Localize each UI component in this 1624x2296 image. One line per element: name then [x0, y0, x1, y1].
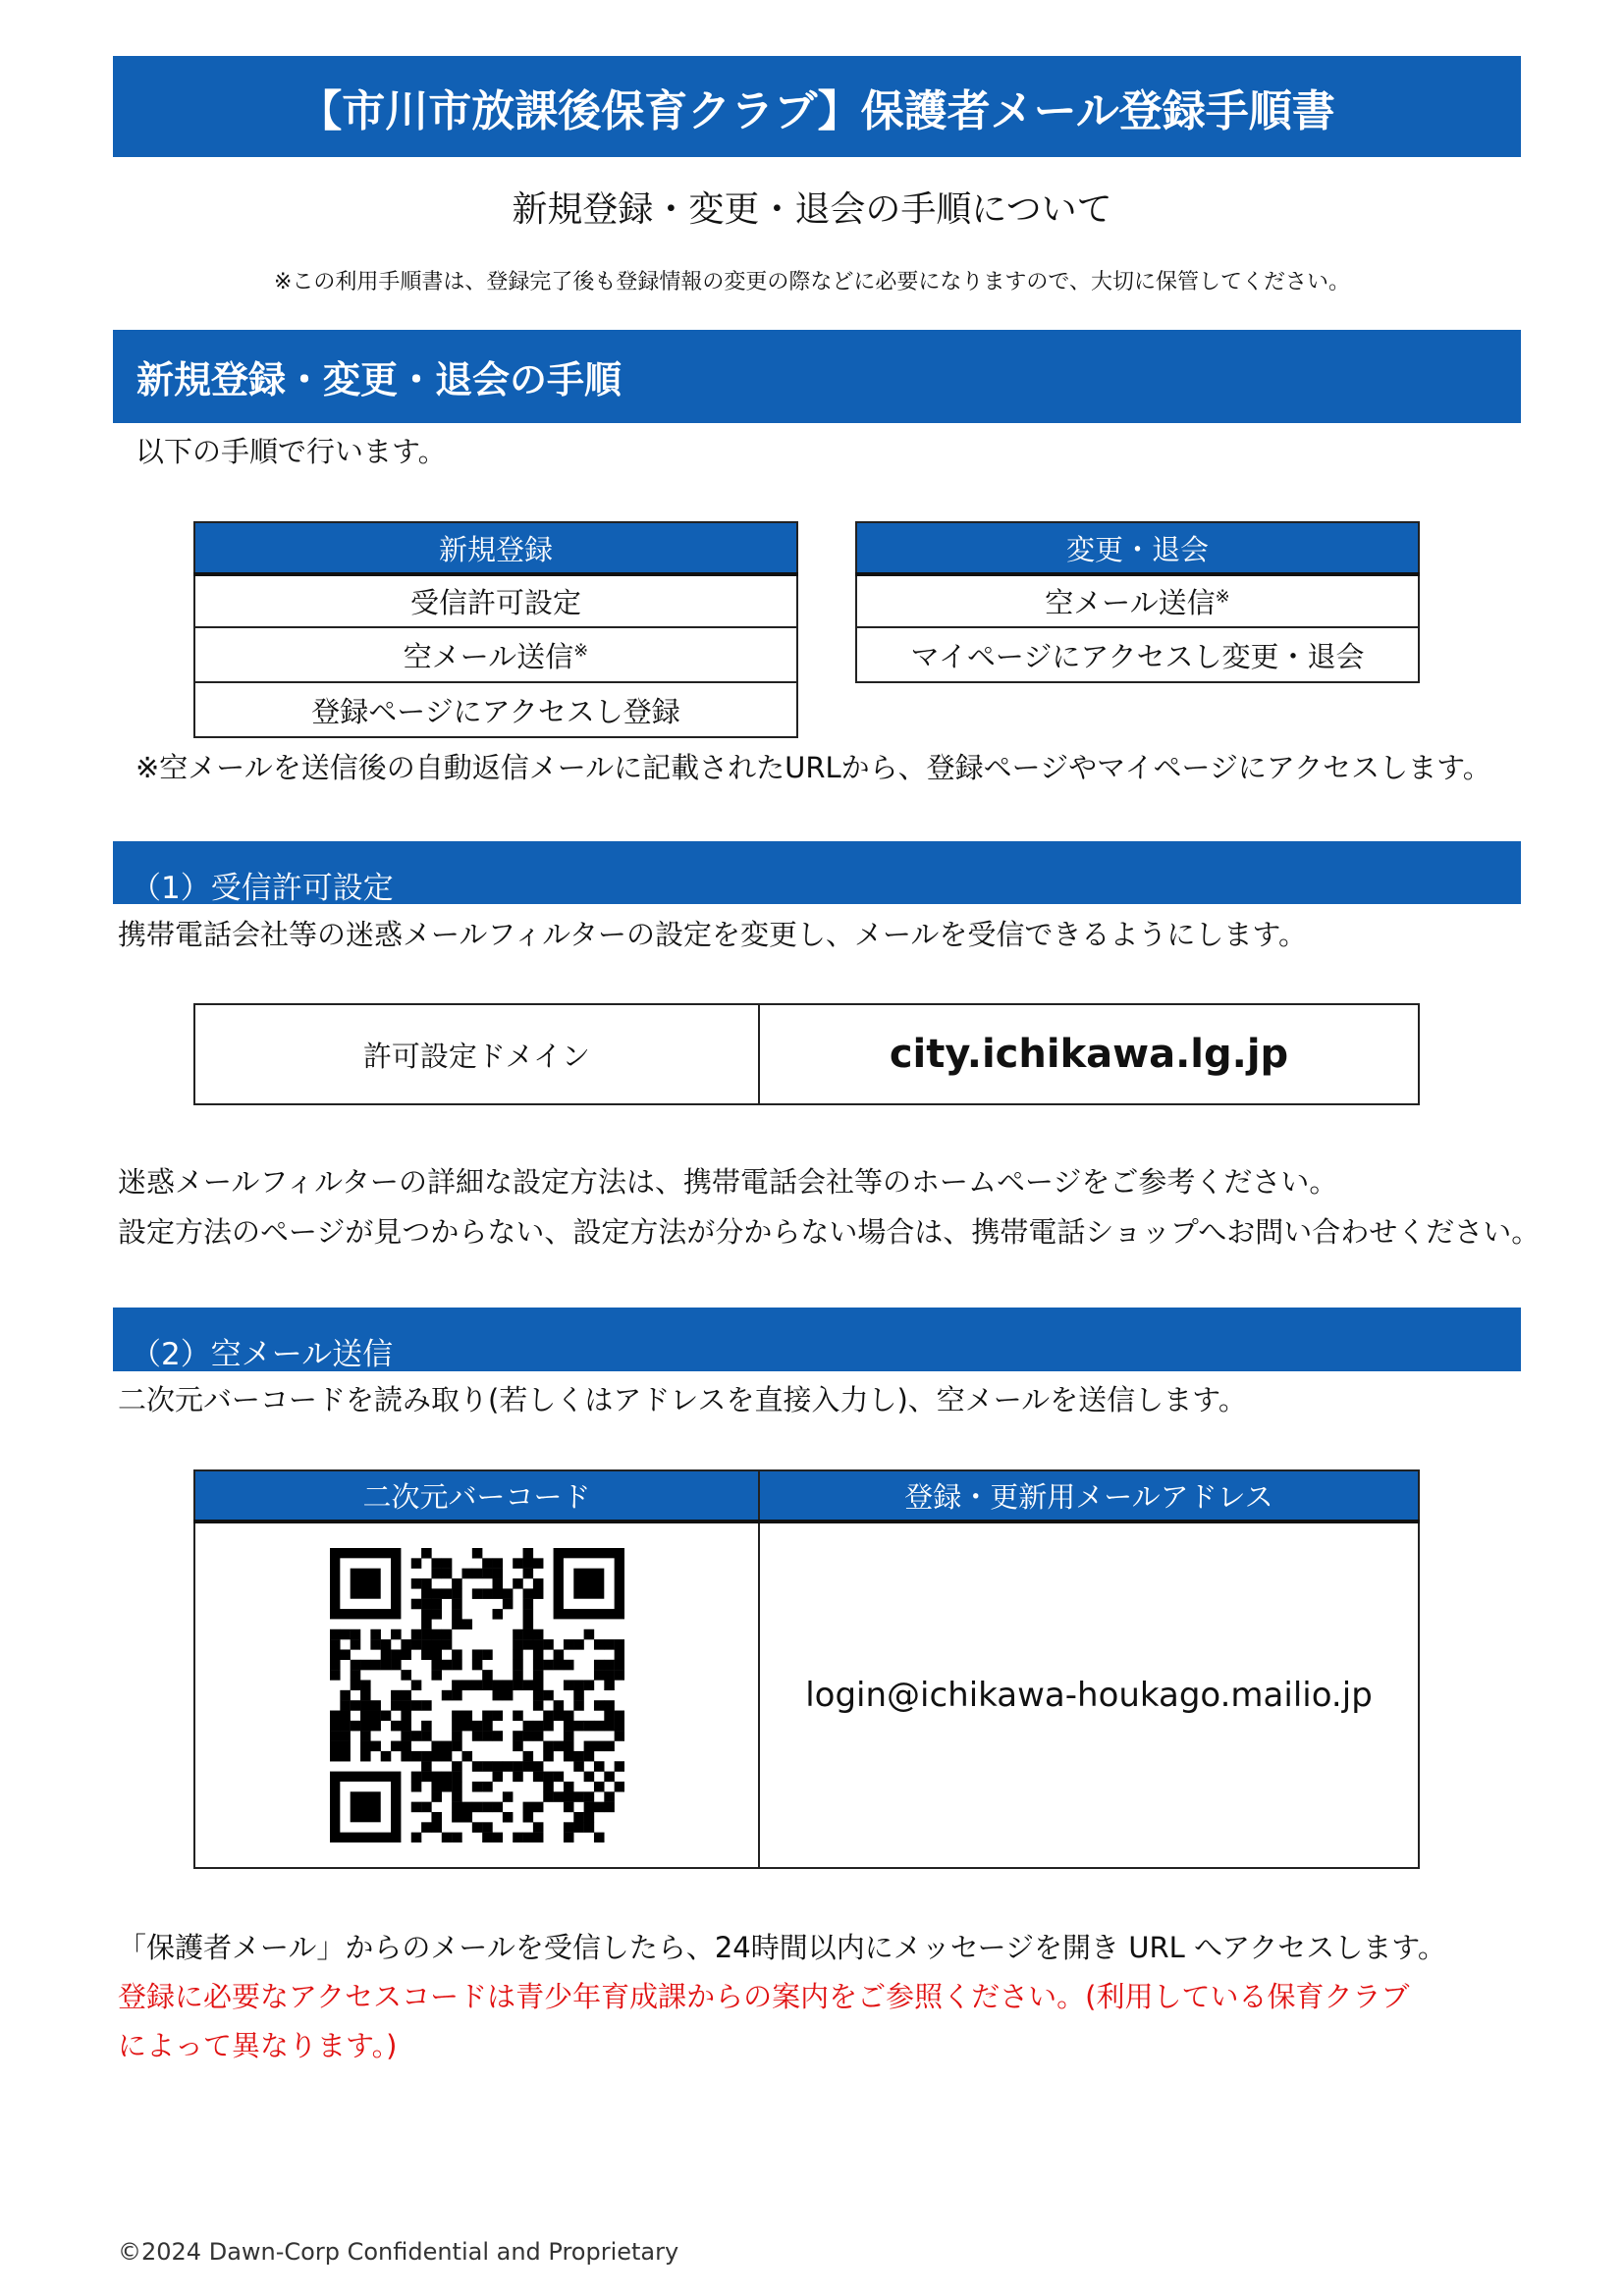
- procedure-intro: 以下の手順で行います。: [135, 435, 447, 468]
- step-cell: 空メール送信※: [856, 574, 1419, 627]
- filter-note: 迷惑メールフィルターの詳細な設定方法は、携帯電話会社等のホームページをご参考ください。: [118, 1165, 1338, 1199]
- domain-label: 許可設定ドメイン: [194, 1004, 759, 1104]
- step2-description: 二次元バーコードを読み取り(若しくはアドレスを直接入力し)、空メールを送信します。: [118, 1383, 1247, 1416]
- qr-code-image[interactable]: [330, 1548, 624, 1842]
- domain-table: [193, 1003, 1420, 1105]
- qr-column-header: 二次元バーコード: [194, 1470, 759, 1522]
- shop-note: 設定方法のページが見つからない、設定方法が分からない場合は、携帯電話ショップへお問い合わせください。: [118, 1215, 1541, 1249]
- access-code-note-2: によって異なります。): [118, 2029, 398, 2062]
- change-withdraw-header: 変更・退会: [856, 522, 1419, 574]
- registration-email[interactable]: login@ichikawa-houkago.mailio.jp: [759, 1522, 1419, 1868]
- qr-email-table: [193, 1469, 1420, 1869]
- change-withdraw-table: [855, 521, 1420, 683]
- step-cell: 登録ページにアクセスし登録: [194, 682, 797, 737]
- section-procedure-header: 新規登録・変更・退会の手順: [113, 330, 1521, 423]
- new-registration-table: [193, 521, 798, 738]
- document-title: 【市川市放課後保育クラブ】保護者メール登録手順書: [113, 56, 1521, 157]
- url-footnote: ※空メールを送信後の自動返信メールに記載されたURLから、登録ページやマイページにアクセスします。: [135, 751, 1491, 784]
- subtitle: 新規登録・変更・退会の手順について: [512, 189, 1112, 230]
- keep-note: ※この利用手順書は、登録完了後も登録情報の変更の際などに必要になりますので、大切に保管してください。: [274, 270, 1350, 294]
- step1-header: （1）受信許可設定: [113, 841, 1521, 904]
- new-registration-header: 新規登録: [194, 522, 797, 574]
- step-cell: 受信許可設定: [194, 574, 797, 627]
- step-cell: 空メール送信※: [194, 627, 797, 682]
- access-code-note-1: 登録に必要なアクセスコードは青少年育成課からの案内をご参照ください。(利用している保育クラブ: [118, 1980, 1410, 2013]
- copyright-footer: ©2024 Dawn-Corp Confidential and Proprietary: [118, 2238, 679, 2266]
- domain-value: city.ichikawa.lg.jp: [759, 1004, 1419, 1104]
- qr-cell: [194, 1522, 759, 1868]
- step-cell: マイページにアクセスし変更・退会: [856, 627, 1419, 682]
- access-instruction: 「保護者メール」からのメールを受信したら、24時間以内にメッセージを開き URL へアクセスします。: [118, 1931, 1446, 1964]
- step1-description: 携帯電話会社等の迷惑メールフィルターの設定を変更し、メールを受信できるようにします。: [118, 918, 1308, 951]
- email-column-header: 登録・更新用メールアドレス: [759, 1470, 1419, 1522]
- step2-header: （2）空メール送信: [113, 1308, 1521, 1371]
